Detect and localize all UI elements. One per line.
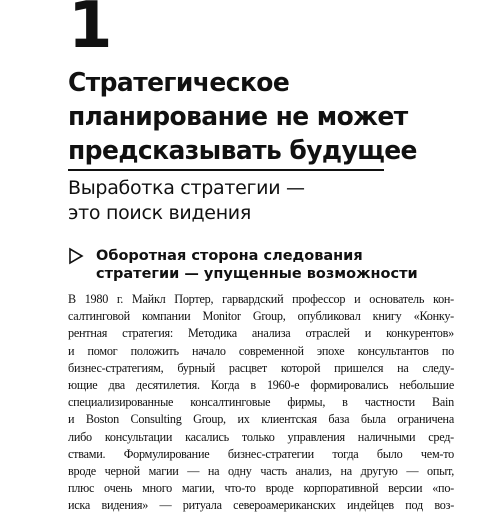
- body-line: ствами. Формулирование бизнес-стратегии тогда было чем-то: [68, 446, 454, 461]
- chapter-title-line: предсказывать будущее: [68, 136, 417, 166]
- section-heading-text: [96, 247, 418, 283]
- body-line: иска видения» — ритуала североамериканских индейцев под воз-: [68, 498, 454, 513]
- chapter-title-line: планирование не может: [68, 102, 408, 132]
- body-line: плюс очень много магии, что-то вроде корпоративной версии «по-: [68, 481, 454, 496]
- body-line: и Boston Consulting Group, их клиентская база была ограничена: [68, 412, 454, 427]
- chapter-number: 1: [68, 0, 111, 63]
- body-line: бизнес-стратегиям, бурный расцвет которой пришелся на следу-: [68, 360, 454, 375]
- body-paragraph: [68, 291, 454, 515]
- triangle-marker-icon: [68, 248, 84, 264]
- body-line: рентная стратегия: Методика анализа отраслей и конкурентов»: [68, 326, 454, 341]
- body-line: специализированные консалтинговые фирмы, в частности Bain: [68, 395, 454, 410]
- chapter-subtitle-line: это поиск видения: [68, 202, 251, 224]
- body-line: ющие два десятилетия. Когда в 1960-е формировались небольшие: [68, 378, 454, 393]
- body-line: В 1980 г. Майкл Портер, гарвардский профессор и основатель кон-: [68, 292, 454, 306]
- chapter-subtitle: [68, 176, 468, 226]
- title-divider: [68, 169, 384, 171]
- chapter-subtitle-line: Выработка стратегии —: [68, 177, 305, 199]
- section-heading-line: стратегии — упущенные возможности: [96, 266, 418, 282]
- section-heading-line: Оборотная сторона следования: [96, 248, 363, 264]
- body-line: салтинговой компании Monitor Group, опубликовал книгу «Конку-: [68, 309, 454, 324]
- body-line: либо консультации касались только управления наличными сред-: [68, 429, 454, 444]
- chapter-title-line: Стратегическое: [68, 68, 290, 98]
- body-line: и помог положить начало современной эпохе консультантов по: [68, 343, 454, 358]
- chapter-title: [68, 66, 471, 168]
- body-line: вроде черной магии — на одну часть анализ, на другую — опыт,: [68, 464, 454, 479]
